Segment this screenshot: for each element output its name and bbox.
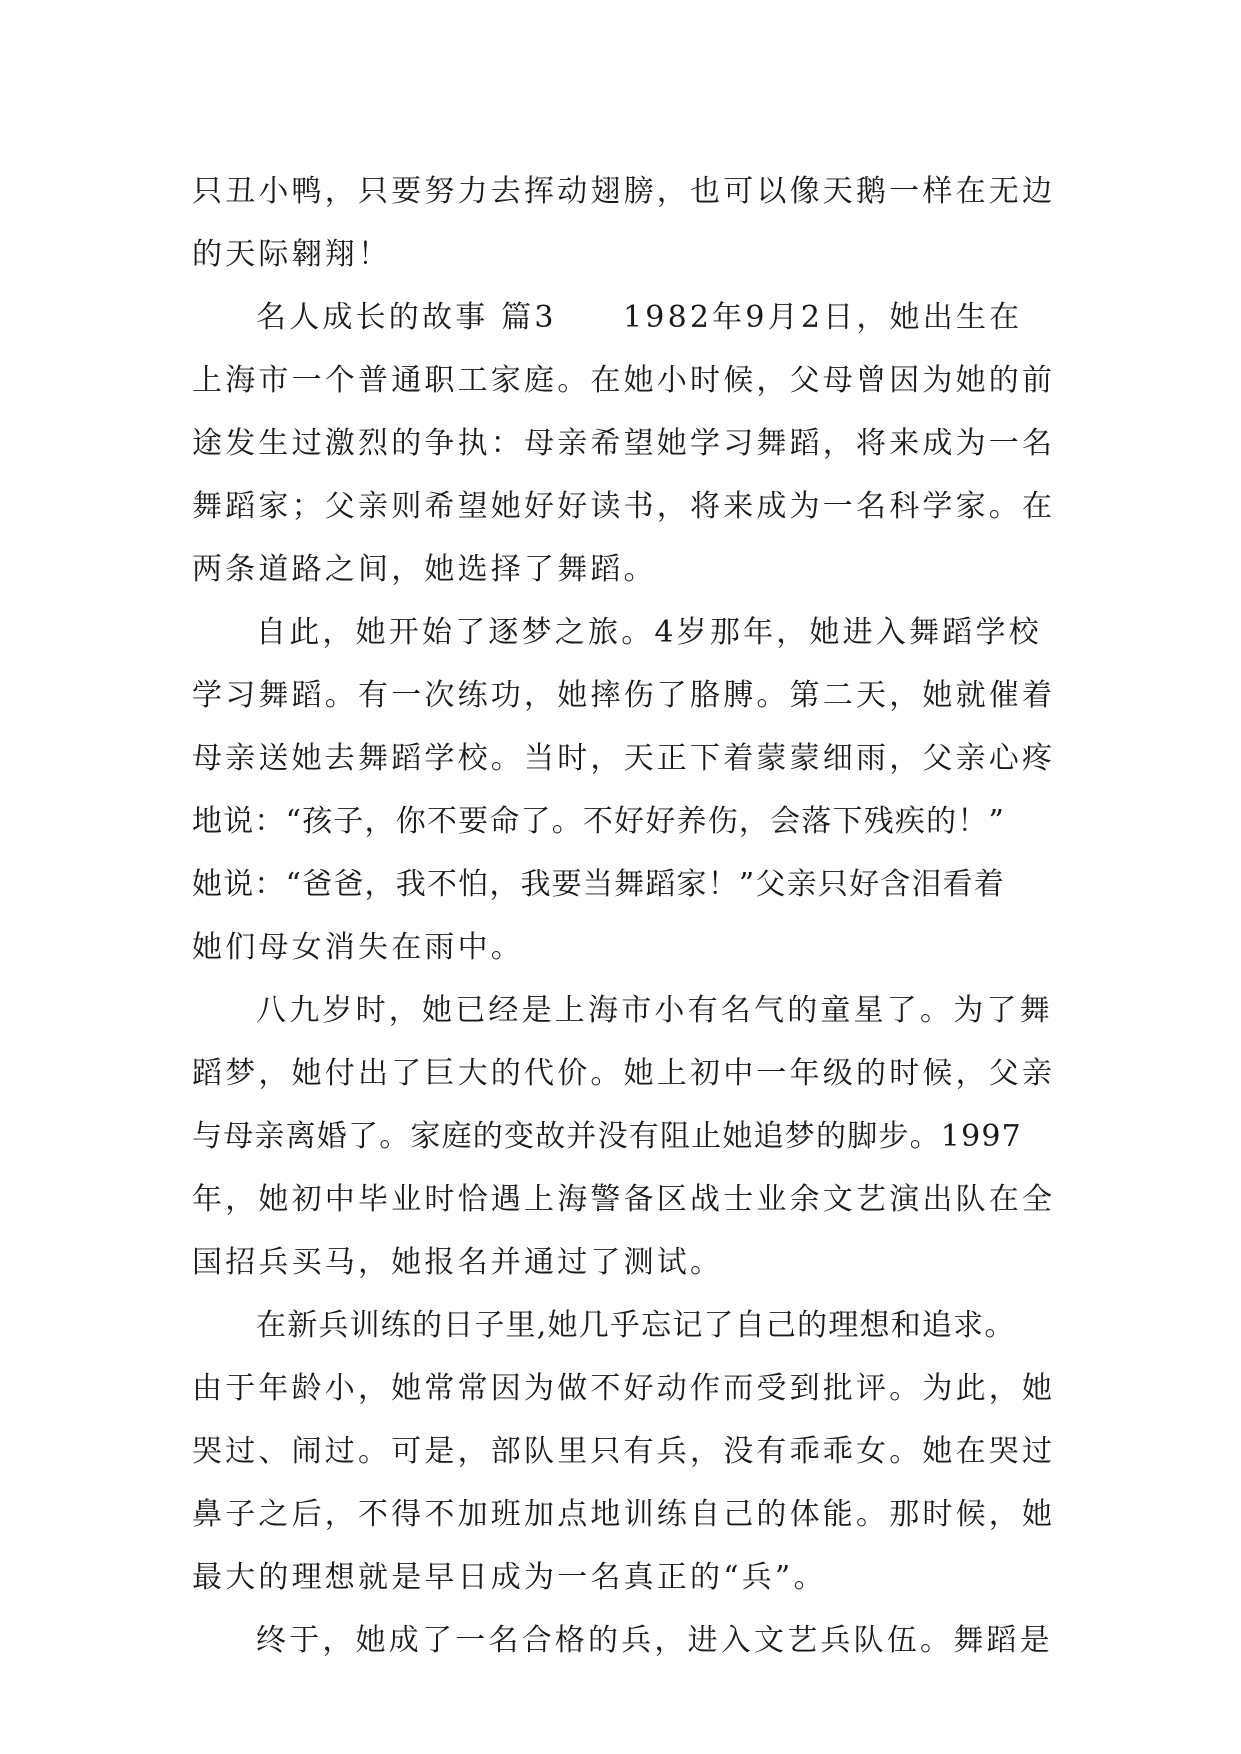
paragraph-3-line-5: 她说：“爸爸，我不怕，我要当舞蹈家！”父亲只好含泪看着: [192, 867, 1006, 902]
paragraph-4-line-2: 蹈梦，她付出了巨大的代价。她上初中一年级的时候，父亲: [192, 1056, 1056, 1091]
paragraph-3-line-6: 她们母女消失在雨中。: [192, 930, 524, 965]
paragraph-5-line-2: 由于年龄小，她常常因为做不好动作而受到批评。为此，她: [192, 1371, 1056, 1406]
paragraph-4-line-1: 八九岁时，她已经是上海市小有名气的童星了。为了舞: [256, 993, 1053, 1028]
paragraph-5-line-5: 最大的理想就是早日成为一名真正的“兵”。: [192, 1560, 827, 1595]
paragraph-4-line-3: 与母亲离婚了。家庭的变故并没有阻止她追梦的脚步。1997: [192, 1119, 1022, 1154]
paragraph-5-line-1: 在新兵训练的日子里,她几乎忘记了自己的理想和追求。: [256, 1308, 1016, 1343]
paragraph-5-line-3: 哭过、闹过。可是，部队里只有兵，没有乖乖女。她在哭过: [192, 1434, 1056, 1469]
paragraph-2-line-3: 途发生过激烈的争执：母亲希望她学习舞蹈，将来成为一名: [192, 426, 1056, 461]
paragraph-4-line-5: 国招兵买马，她报名并通过了测试。: [192, 1245, 724, 1280]
document-body: [192, 160, 1056, 1672]
paragraph-1-line-1: 只丑小鸭，只要努力去挥动翅膀，也可以像天鹅一样在无边: [192, 174, 1056, 209]
paragraph-2-line-1: 名人成长的故事 篇3 1982年9月2日，她出生在: [256, 300, 1023, 335]
paragraph-3-line-1: 自此，她开始了逐梦之旅。4岁那年，她进入舞蹈学校: [256, 615, 1042, 650]
paragraph-1-line-2: 的天际翱翔！: [192, 237, 392, 272]
paragraph-4-line-4: 年，她初中毕业时恰遇上海警备区战士业余文艺演出队在全: [192, 1182, 1056, 1217]
paragraph-2-line-5: 两条道路之间，她选择了舞蹈。: [192, 552, 657, 587]
paragraph-2-line-4: 舞蹈家；父亲则希望她好好读书，将来成为一名科学家。在: [192, 489, 1056, 524]
paragraph-3-line-2: 学习舞蹈。有一次练功，她摔伤了胳膊。第二天，她就催着: [192, 678, 1056, 713]
paragraph-6-line-1: 终于，她成了一名合格的兵，进入文艺兵队伍。舞蹈是: [256, 1623, 1053, 1658]
paragraph-2-line-2: 上海市一个普通职工家庭。在她小时候，父母曾因为她的前: [192, 363, 1056, 398]
paragraph-3-line-3: 母亲送她去舞蹈学校。当时，天正下着蒙蒙细雨，父亲心疼: [192, 741, 1056, 776]
paragraph-5-line-4: 鼻子之后，不得不加班加点地训练自己的体能。那时候，她: [192, 1497, 1056, 1532]
paragraph-3-line-4: 地说：“孩子，你不要命了。不好好养伤，会落下残疾的！”: [192, 804, 1006, 839]
